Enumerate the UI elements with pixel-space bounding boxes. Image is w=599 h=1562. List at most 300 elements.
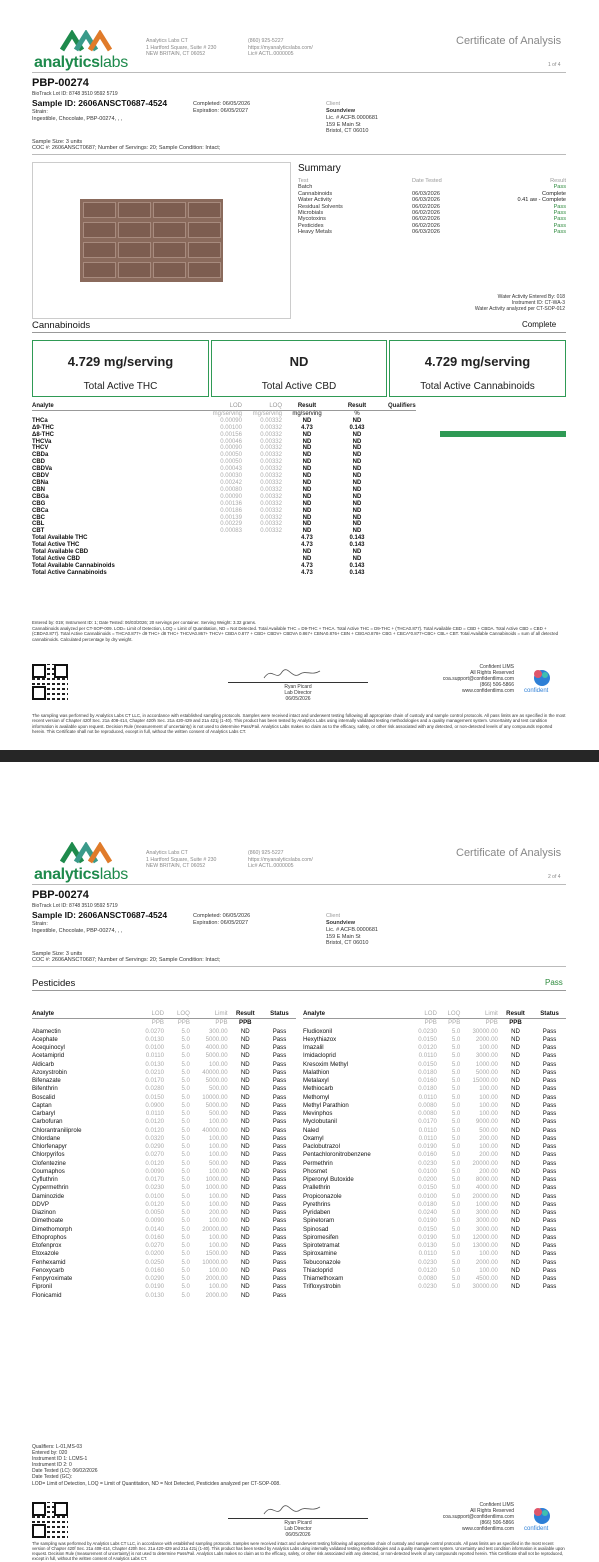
status-value: Pass — [272, 1085, 287, 1093]
analyte-name: CBDa — [32, 452, 49, 459]
status-value: Pass — [272, 1258, 287, 1266]
summary-date: 06/02/2026 — [412, 216, 440, 223]
page-2 — [0, 812, 599, 1562]
lod-value: 0.0160 — [145, 1233, 164, 1241]
analyte-name: Daminozide — [32, 1192, 65, 1200]
pesticide-row — [32, 1217, 296, 1225]
analyte-name: Thiacloprid — [303, 1266, 333, 1274]
status-value: Pass — [542, 1118, 557, 1126]
result-value: ND — [511, 1159, 520, 1167]
result-pct: ND — [352, 507, 362, 514]
limit-value: 1500.00 — [205, 1250, 228, 1258]
result-mg: ND — [302, 514, 312, 521]
loq-value: 5.0 — [451, 1242, 461, 1249]
lod-value: 0.0120 — [145, 1126, 164, 1134]
unit-lod: PPB — [151, 1019, 164, 1027]
result-mg: ND — [302, 521, 312, 528]
pesticide-row — [32, 1052, 296, 1060]
coc-info: COC #: 2606ANSCT0687; Number of Servings: 20; Sample Condition: Intact; — [32, 145, 221, 151]
lod-value: 0.0290 — [145, 1275, 164, 1282]
analyte-name: Cyfluthrin — [32, 1176, 58, 1183]
product-photo — [32, 162, 291, 319]
lod-value: 0.0110 — [418, 1126, 437, 1134]
pesticide-row — [303, 1226, 566, 1234]
result-value: ND — [240, 1101, 250, 1109]
lod-value: 0.0230 — [418, 1258, 437, 1266]
loq-value: 5.0 — [181, 1126, 190, 1134]
lod-value: 0.0190 — [418, 1233, 437, 1241]
analyte-name: Diazinon — [32, 1209, 56, 1216]
result-mg: ND — [302, 528, 312, 535]
lod-value: 0.0170 — [418, 1118, 437, 1126]
status-value: Pass — [542, 1126, 557, 1134]
result-mg: ND — [302, 466, 312, 473]
unit-limit: PPB — [215, 1019, 228, 1027]
pesticide-row — [303, 1061, 566, 1069]
result-value: ND — [511, 1200, 520, 1208]
loq-value: 5.0 — [451, 1159, 461, 1167]
analyte-name: Propiconazole — [303, 1192, 342, 1200]
total-name: Total Available THC — [32, 535, 88, 542]
pesticide-row — [32, 1044, 296, 1052]
disclaimer: The sampling was performed by Analytics Labs CT LLC, in accordance with established sampling protocols. Samples were received intact and underwent testing following all appropriate chain of custody and sample control protocols. All pass limits are as specified in the most recent version of Chapter 420f Sec. 21a 408-414, Chapter 420h Sec. 21a 420-429 and 21a 421j (1-40). This product has been tested by Analytics Labs using internally validated testing methodologies and a quality management system. Uncertainty and test condition information is available upon request. Decision Rule (measurement of uncertainty) is not used to determine Pass/Fail. Analytics Labs makes no claim as to the efficacy, safety, or other risk associated with any detected, or non-detected levels of any compounds reported herein. This Certificate shall not be reproduced, except in full, without the written consent of Analytics Labs CT. — [32, 1541, 565, 1561]
analyte-name: Abamectin — [32, 1027, 61, 1035]
limit-value: 30000.00 — [472, 1283, 498, 1291]
status-value: Pass — [542, 1217, 557, 1225]
analyte-name: Chlorfenapyr — [32, 1143, 67, 1150]
loq-value: 0.00332 — [260, 507, 282, 514]
loq-value: 5.0 — [181, 1242, 190, 1249]
lod-value: 0.0090 — [145, 1217, 164, 1225]
loq-value: 5.0 — [451, 1209, 461, 1216]
analyte-name: Pyrethrins — [303, 1200, 331, 1208]
loq-value: 0.00332 — [260, 452, 282, 459]
lod-value: 0.0270 — [145, 1027, 164, 1035]
signatory: Ryan Picard Lab Director 06/05/2026 — [284, 684, 312, 702]
result-pct: ND — [352, 431, 362, 438]
lod-value: 0.0150 — [145, 1093, 164, 1101]
lod-value: 0.0150 — [418, 1060, 437, 1068]
batch-id: PBP-00274 — [32, 77, 89, 89]
loq-value: 0.00332 — [260, 500, 282, 507]
status-value: Pass — [272, 1266, 287, 1274]
result-value: ND — [240, 1068, 250, 1076]
loq-value: 5.0 — [181, 1151, 190, 1159]
total-name: Total Available CBD — [32, 549, 89, 556]
loq-value: 0.00332 — [260, 424, 282, 431]
analyte-name: CBNa — [32, 479, 49, 486]
col-status: Status — [540, 1010, 559, 1017]
status-value: Pass — [542, 1283, 557, 1291]
cannabinoid-total-row — [32, 549, 416, 556]
limit-value: 500.00 — [479, 1126, 498, 1134]
loq-value: 0.00332 — [260, 459, 282, 466]
limit-value: 10000.00 — [202, 1093, 228, 1101]
limit-value: 100.00 — [479, 1143, 498, 1150]
limit-value: 9000.00 — [475, 1118, 498, 1126]
result-pct: ND — [352, 473, 362, 480]
result-value: ND — [511, 1035, 520, 1043]
status-value: Pass — [272, 1217, 287, 1225]
expiration-date: Expiration: 06/05/2027 — [193, 920, 249, 926]
unit-loq: PPB — [177, 1019, 190, 1027]
result-value: ND — [240, 1085, 250, 1093]
cannabinoid-row — [32, 452, 416, 459]
analyte-name: Cypermethrin — [32, 1184, 69, 1192]
cannabinoid-row — [32, 418, 416, 425]
lod-value: 0.00083 — [220, 528, 242, 535]
limit-value: 200.00 — [479, 1151, 498, 1159]
summary-row — [298, 229, 566, 235]
analytics-labs-logo: analyticslabs — [34, 54, 128, 71]
loq-value: 5.0 — [451, 1101, 461, 1109]
lod-value: 0.00046 — [220, 438, 242, 445]
limit-value: 100.00 — [208, 1200, 228, 1208]
loq-value: 5.0 — [451, 1035, 461, 1043]
result-value: ND — [511, 1233, 520, 1241]
status-value: Pass — [272, 1101, 287, 1109]
lod-value: 0.0170 — [145, 1176, 164, 1183]
result-pct: 0.143 — [349, 424, 365, 431]
limit-value: 4000.00 — [475, 1184, 498, 1192]
loq-value: 5.0 — [181, 1258, 190, 1266]
result-value: ND — [240, 1134, 250, 1142]
result-value: ND — [240, 1250, 250, 1258]
limit-value: 100.00 — [479, 1044, 498, 1051]
status-value: Pass — [272, 1143, 287, 1150]
unit-loq: mg/serving — [252, 410, 282, 417]
limit-value: 200.00 — [479, 1167, 498, 1175]
loq-value: 0.00332 — [260, 431, 282, 438]
limit-value: 13000.00 — [472, 1242, 498, 1249]
limit-value: 1000.00 — [205, 1184, 228, 1192]
status-value: Pass — [542, 1200, 557, 1208]
summary-test: Microbials — [298, 210, 324, 217]
status-value: Pass — [542, 1225, 557, 1233]
analyte-name: Carbofuran — [32, 1118, 63, 1126]
result-value: ND — [240, 1093, 250, 1101]
analyte-name: Myclobutanil — [303, 1118, 337, 1126]
result-mg: ND — [302, 493, 312, 500]
loq-value: 5.0 — [451, 1134, 461, 1142]
cannabinoid-total-row — [32, 542, 416, 549]
lod-value: 0.0280 — [145, 1085, 164, 1093]
col-analyte: Analyte — [32, 1010, 55, 1017]
limit-value: 100.00 — [208, 1233, 228, 1241]
limit-value: 200.00 — [208, 1209, 228, 1216]
pesticide-row — [32, 1127, 296, 1135]
pesticide-row — [303, 1184, 566, 1192]
pesticide-row — [32, 1234, 296, 1242]
result-value: ND — [511, 1225, 520, 1233]
analyte-name: DDVP — [32, 1200, 49, 1208]
analyte-name: Ethoprophos — [32, 1233, 67, 1241]
limit-value: 5000.00 — [205, 1052, 228, 1060]
summary-date: 06/02/2026 — [412, 210, 440, 217]
lod-value: 0.0240 — [418, 1209, 437, 1216]
summary-test: Cannabinoids — [298, 190, 333, 197]
pesticide-row — [303, 1102, 566, 1110]
analyte-name: Dimethomorph — [32, 1225, 72, 1233]
summary-test: Residual Solvents — [298, 203, 343, 210]
analyte-name: Mevinphos — [303, 1110, 333, 1117]
lod-value: 0.0120 — [145, 1118, 164, 1126]
col-status: Status — [270, 1010, 289, 1017]
cannabinoid-row — [32, 487, 416, 494]
status-value: Pass — [542, 1258, 557, 1266]
lod-value: 0.0150 — [418, 1035, 437, 1043]
status-value: Pass — [542, 1176, 557, 1183]
loq-value: 5.0 — [451, 1052, 461, 1060]
loq-value: 0.00332 — [260, 479, 282, 486]
result-pct: ND — [352, 500, 362, 507]
chocolate-bar-image — [80, 199, 223, 282]
lod-value: 0.00043 — [220, 466, 242, 473]
analyte-name: Fenoxycarb — [32, 1266, 64, 1274]
analytics-labs-logo: analyticslabs — [34, 866, 128, 883]
qr-code[interactable] — [32, 664, 68, 700]
total-name: Total Available Cannabinoids — [32, 562, 115, 569]
result-mg: ND — [302, 479, 312, 486]
loq-value: 5.0 — [181, 1159, 190, 1167]
total-mg: ND — [302, 555, 312, 562]
loq-value: 5.0 — [181, 1027, 190, 1035]
loq-value: 0.00332 — [260, 466, 282, 473]
loq-value: 5.0 — [181, 1291, 190, 1299]
status-value: Pass — [272, 1184, 287, 1192]
analyte-name: Chlordane — [32, 1134, 61, 1142]
cannabinoid-row — [32, 445, 416, 452]
lod-value: 0.0120 — [418, 1266, 437, 1274]
limit-value: 100.00 — [479, 1093, 498, 1101]
status-value: Pass — [542, 1143, 557, 1150]
total-pct: ND — [352, 549, 362, 556]
analyte-name: Δ9-THC — [32, 424, 54, 431]
result-value: ND — [240, 1110, 250, 1117]
pesticide-row — [303, 1193, 566, 1201]
limit-value: 20000.00 — [202, 1225, 228, 1233]
analyte-name: Pentachloronitrobenzene — [303, 1151, 371, 1159]
loq-value: 5.0 — [181, 1134, 190, 1142]
limit-value: 12000.00 — [472, 1233, 498, 1241]
loq-value: 5.0 — [181, 1209, 190, 1216]
loq-value: 5.0 — [451, 1044, 461, 1051]
col-loq: LOQ — [177, 1010, 190, 1017]
pesticide-row — [32, 1085, 296, 1093]
lod-value: 0.0110 — [145, 1110, 164, 1117]
result-value: ND — [240, 1143, 250, 1150]
result-value: ND — [240, 1192, 250, 1200]
pesticide-row — [303, 1242, 566, 1250]
pesticide-row — [303, 1118, 566, 1126]
confident-logo-text: confident — [524, 1526, 549, 1532]
lab-info: Analytics Labs CT 1 Hartford Square, Suite # 230 NEW BRITAIN, CT 06052 — [146, 38, 217, 57]
analyte-name: Spiromesifen — [303, 1233, 339, 1241]
analyte-name: THCV — [32, 445, 49, 452]
pesticide-row — [32, 1259, 296, 1267]
limit-value: 3000.00 — [475, 1209, 498, 1216]
page-separator — [0, 750, 599, 812]
total-pct: 0.143 — [349, 569, 365, 576]
result-pct: ND — [352, 459, 362, 466]
status-value: Pass — [272, 1110, 287, 1117]
result-value: ND — [240, 1233, 250, 1241]
cannabinoid-row — [32, 439, 416, 446]
status-value: Pass — [542, 1068, 557, 1076]
lod-value: 0.0100 — [145, 1044, 164, 1051]
result-pct: ND — [352, 521, 362, 528]
pesticide-row — [32, 1143, 296, 1151]
analyte-name: Naled — [303, 1126, 319, 1134]
result-value: ND — [511, 1167, 520, 1175]
limit-value: 100.00 — [208, 1134, 228, 1142]
loq-value: 5.0 — [181, 1085, 190, 1093]
lod-value: 0.0130 — [145, 1060, 164, 1068]
pesticide-row — [32, 1077, 296, 1085]
lab-info: Analytics Labs CT 1 Hartford Square, Suite # 230 NEW BRITAIN, CT 06052 — [146, 850, 217, 869]
loq-value: 5.0 — [451, 1200, 461, 1208]
analyte-name: Malathion — [303, 1068, 330, 1076]
analyte-name: Fenhexamid — [32, 1258, 66, 1266]
summary-date: 06/02/2026 — [412, 203, 440, 210]
biotrack-id: BioTrack Lot ID: 8748 3510 9592 5719 — [32, 903, 118, 909]
status-value: Pass — [272, 1250, 287, 1258]
status-value: Pass — [272, 1233, 287, 1241]
loq-value: 5.0 — [181, 1225, 190, 1233]
analyte-name: Methyl Parathion — [303, 1101, 349, 1109]
loq-value: 5.0 — [181, 1035, 190, 1043]
status-value: Pass — [272, 1159, 287, 1167]
cannabinoid-row — [32, 480, 416, 487]
total-active-cannabinoids-box — [389, 340, 566, 397]
summary-test: Heavy Metals — [298, 229, 332, 236]
analyte-name: Kresoxim Methyl — [303, 1060, 349, 1068]
status-value: Pass — [542, 1027, 557, 1035]
status-value: Pass — [542, 1044, 557, 1051]
summary-result: Pass — [553, 216, 566, 223]
limit-value: 5000.00 — [205, 1035, 228, 1043]
lod-value: 0.0130 — [418, 1242, 437, 1249]
loq-value: 5.0 — [451, 1093, 461, 1101]
status-value: Pass — [272, 1225, 287, 1233]
matrix: Ingestible, Chocolate, PBP-00274, , , — [32, 928, 123, 934]
analyte-name: Azoxystrobin — [32, 1068, 67, 1076]
cannabinoids-title: Cannabinoids — [32, 320, 91, 331]
pesticide-row — [32, 1061, 296, 1069]
analyte-name: Clofentezine — [32, 1159, 66, 1167]
limit-value: 5000.00 — [205, 1101, 228, 1109]
analyte-name: Paclobutrazol — [303, 1143, 340, 1150]
lod-value: 0.00090 — [220, 493, 242, 500]
summary-test: Batch — [298, 184, 313, 191]
status-value: Pass — [542, 1167, 557, 1175]
pesticide-row — [303, 1160, 566, 1168]
limit-value: 20000.00 — [472, 1159, 498, 1167]
col-lod: LOD — [424, 1010, 437, 1017]
limit-value: 1000.00 — [475, 1060, 498, 1068]
pesticide-row — [32, 1028, 296, 1036]
total-active-thc-label: Total Active THC — [83, 381, 158, 392]
cannabinoids-status: Complete — [522, 320, 557, 329]
limit-value: 100.00 — [208, 1242, 228, 1249]
pesticide-row — [32, 1036, 296, 1044]
limit-value: 100.00 — [479, 1085, 498, 1093]
analyte-name: Acetamiprid — [32, 1052, 65, 1060]
client-label: Client — [326, 101, 341, 107]
limit-value: 500.00 — [208, 1110, 228, 1117]
analyte-name: Bifenthrin — [32, 1085, 58, 1093]
analyte-name: Boscalid — [32, 1093, 56, 1101]
summary-date: 06/03/2026 — [412, 197, 440, 204]
analyte-name: Bifenazate — [32, 1077, 61, 1084]
result-value: ND — [511, 1118, 520, 1126]
limit-value: 100.00 — [208, 1283, 228, 1291]
unit-result-pct: % — [354, 410, 360, 417]
lod-value: 0.0110 — [418, 1250, 437, 1258]
result-value: ND — [511, 1093, 520, 1101]
unit-lod: PPB — [424, 1019, 437, 1027]
result-mg: ND — [302, 473, 312, 480]
cannabinoid-row — [32, 515, 416, 522]
limit-value: 100.00 — [479, 1101, 498, 1109]
summary-test: Water Activity — [298, 197, 332, 204]
result-value: ND — [511, 1085, 520, 1093]
summary-table — [298, 178, 566, 236]
loq-value: 5.0 — [451, 1225, 461, 1233]
pesticide-row — [32, 1226, 296, 1234]
loq-value: 5.0 — [181, 1217, 190, 1225]
summary-result: Pass — [553, 184, 566, 191]
lod-value: 0.0180 — [418, 1068, 437, 1076]
analyte-name: Coumaphos — [32, 1167, 65, 1175]
status-value: Pass — [272, 1035, 287, 1043]
page-1 — [0, 0, 599, 750]
summary-result: Complete — [542, 190, 566, 197]
lod-value: 0.0080 — [418, 1110, 437, 1117]
batch-id: PBP-00274 — [32, 889, 89, 901]
lod-value: 0.0230 — [418, 1283, 437, 1291]
loq-value: 5.0 — [451, 1126, 461, 1134]
confident-logo-text: confident — [524, 688, 549, 694]
status-value: Pass — [272, 1118, 287, 1126]
signature-image — [262, 666, 322, 682]
limit-value: 3000.00 — [475, 1225, 498, 1233]
status-value: Pass — [272, 1126, 287, 1134]
analyte-name: CBC — [32, 514, 45, 521]
summary-title: Summary — [298, 163, 341, 174]
limit-value: 500.00 — [208, 1159, 228, 1167]
cannabinoids-table — [32, 403, 416, 577]
lod-value: 0.0110 — [418, 1134, 437, 1142]
lod-value: 0.0110 — [418, 1093, 437, 1101]
result-value: ND — [511, 1077, 520, 1084]
result-value: ND — [240, 1052, 250, 1060]
status-value: Pass — [272, 1044, 287, 1051]
client-name: Soundview — [326, 920, 356, 926]
lod-value: 0.0160 — [418, 1151, 437, 1159]
lod-value: 0.00090 — [220, 445, 242, 452]
lod-value: 0.0050 — [145, 1209, 164, 1216]
pesticide-row — [32, 1184, 296, 1192]
analyte-name: Flonicamid — [32, 1291, 62, 1299]
limit-value: 5000.00 — [205, 1077, 228, 1084]
result-value: ND — [511, 1275, 520, 1282]
pesticide-row — [303, 1275, 566, 1283]
result-value: ND — [240, 1027, 250, 1035]
qr-code[interactable] — [32, 1502, 68, 1538]
analyte-name: Pyridaben — [303, 1209, 331, 1216]
analyte-name: Dimethoate — [32, 1217, 64, 1225]
